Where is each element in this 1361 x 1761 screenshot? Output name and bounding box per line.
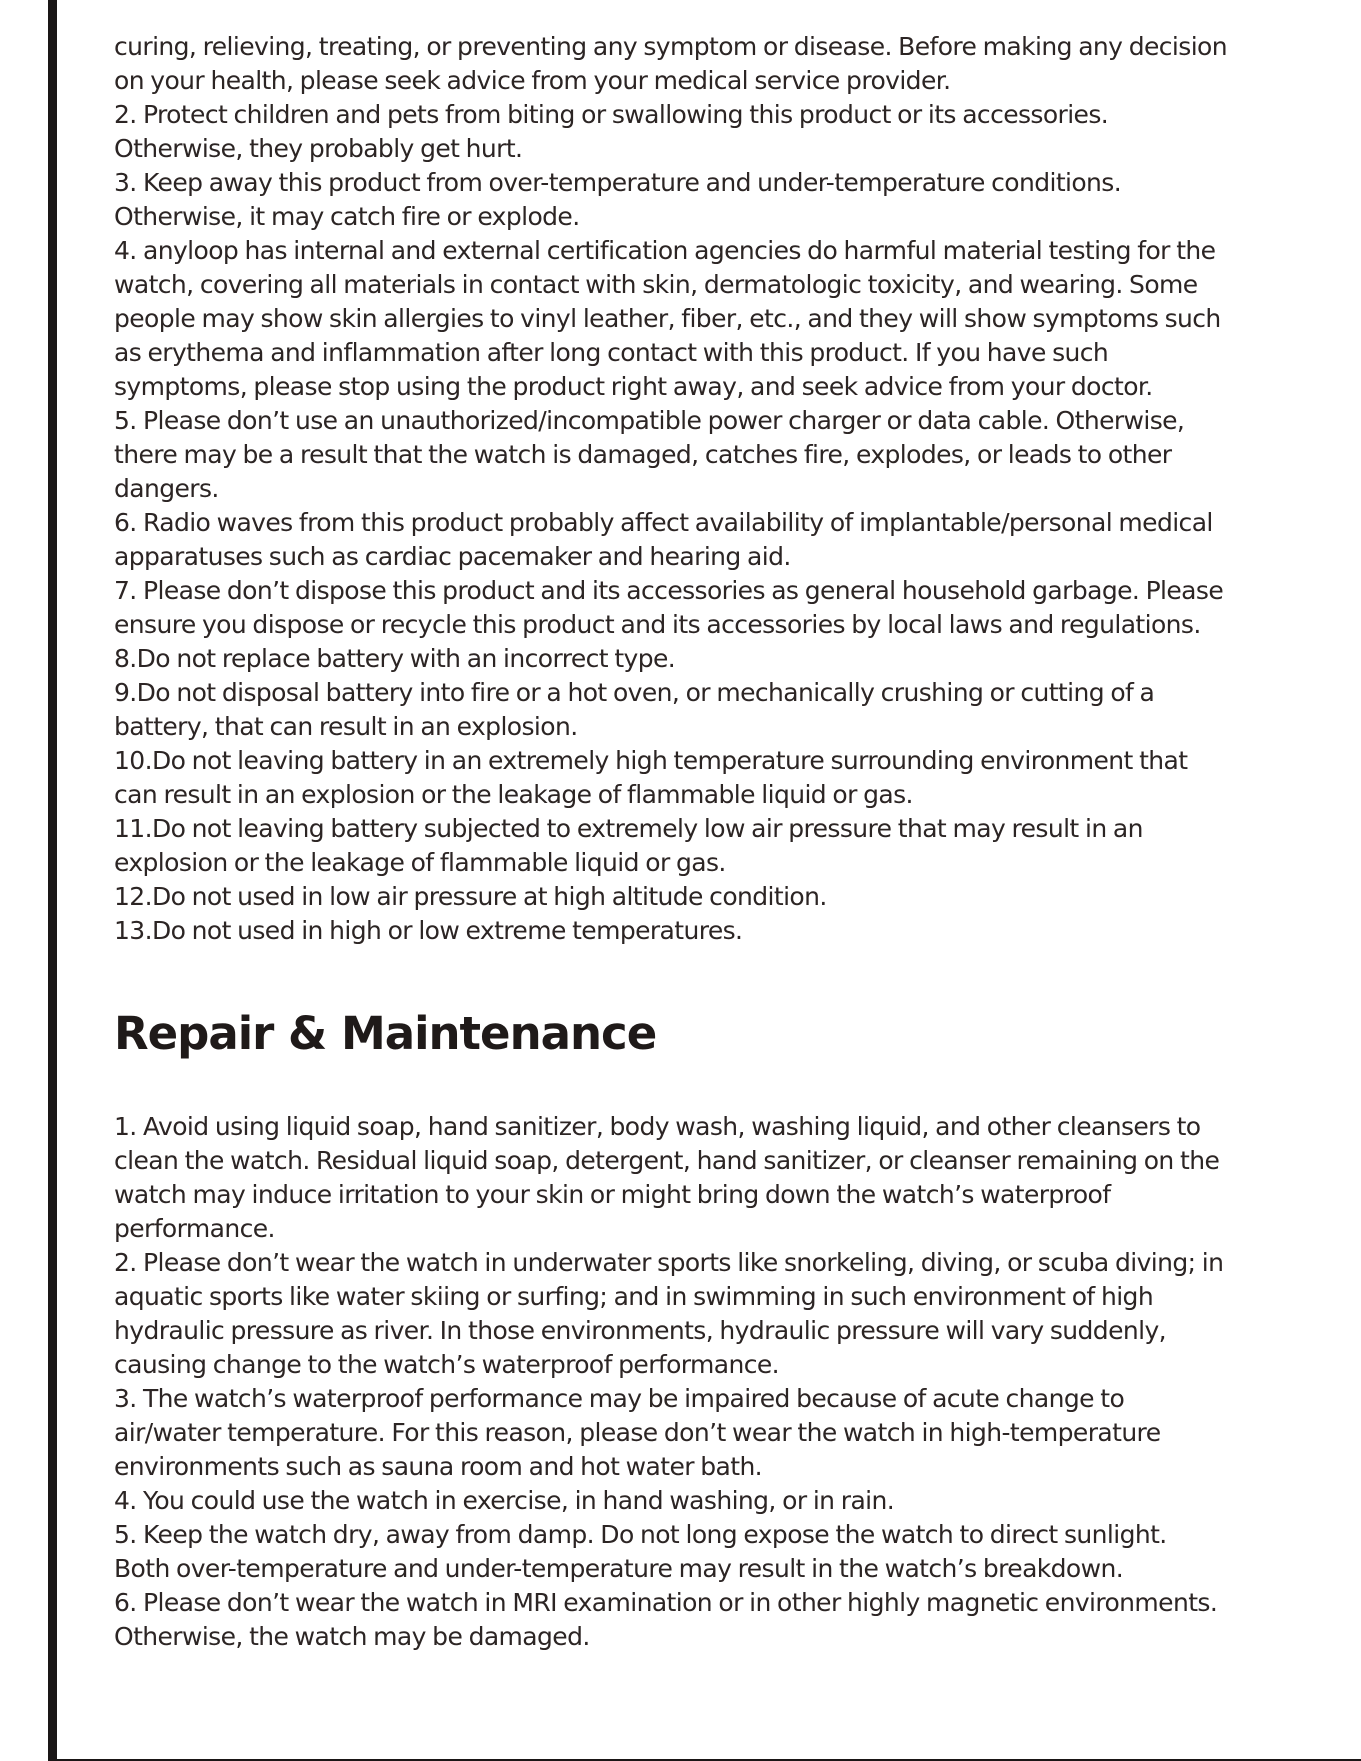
warning-line: 8.Do not replace battery with an incorrect type. (114, 644, 676, 673)
repair-line: clean the watch. Residual liquid soap, detergent, hand sanitizer, or cleanser remaining on the (114, 1146, 1220, 1175)
repair-line: watch may induce irritation to your skin or might bring down the watch’s waterproof (114, 1180, 1111, 1209)
warning-line: symptoms, please stop using the product right away, and seek advice from your doctor. (114, 372, 1153, 401)
repair-line: hydraulic pressure as river. In those environments, hydraulic pressure will vary suddenly, (114, 1316, 1166, 1345)
repair-line: 2. Please don’t wear the watch in underwater sports like snorkeling, diving, or scuba diving; in (114, 1248, 1224, 1277)
repair-line: performance. (114, 1214, 275, 1243)
warning-line: Otherwise, it may catch fire or explode. (114, 202, 580, 231)
repair-line: 3. The watch’s waterproof performance may be impaired because of acute change to (114, 1384, 1125, 1413)
warning-line: there may be a result that the watch is damaged, catches fire, explodes, or leads to other (114, 440, 1172, 469)
repair-line: causing change to the watch’s waterproof performance. (114, 1350, 780, 1379)
warning-line: 2. Protect children and pets from biting or swallowing this product or its accessories. (114, 100, 1109, 129)
warning-line: on your health, please seek advice from your medical service provider. (114, 66, 951, 95)
repair-line: 4. You could use the watch in exercise, in hand washing, or in rain. (114, 1486, 895, 1515)
warning-line: 7. Please don’t dispose this product and its accessories as general household garbage. Please (114, 576, 1224, 605)
repair-line: environments such as sauna room and hot water bath. (114, 1452, 763, 1481)
repair-line: Otherwise, the watch may be damaged. (114, 1622, 590, 1651)
warning-line: ensure you dispose or recycle this product and its accessories by local laws and regulations. (114, 610, 1201, 639)
warning-line: curing, relieving, treating, or preventing any symptom or disease. Before making any decision (114, 32, 1227, 61)
warning-line: people may show skin allergies to vinyl leather, fiber, etc., and they will show symptoms such (114, 304, 1221, 333)
warning-line: as erythema and inflammation after long contact with this product. If you have such (114, 338, 1109, 367)
repair-line: air/water temperature. For this reason, please don’t wear the watch in high-temperature (114, 1418, 1161, 1447)
warning-line: dangers. (114, 474, 219, 503)
warning-line: watch, covering all materials in contact with skin, dermatologic toxicity, and wearing. Some (114, 270, 1198, 299)
warning-line: 9.Do not disposal battery into fire or a hot oven, or mechanically crushing or cutting of a (114, 678, 1155, 707)
warning-line: 13.Do not used in high or low extreme temperatures. (114, 916, 743, 945)
warning-line: 11.Do not leaving battery subjected to extremely low air pressure that may result in an (114, 814, 1143, 843)
warning-line: 4. anyloop has internal and external certification agencies do harmful material testing for the (114, 236, 1216, 265)
left-margin-rule (48, 0, 57, 1761)
warning-line: 3. Keep away this product from over-temperature and under-temperature conditions. (114, 168, 1122, 197)
safety-warnings-list (114, 30, 1314, 948)
warning-line: 6. Radio waves from this product probably affect availability of implantable/personal medical (114, 508, 1213, 537)
warning-line: can result in an explosion or the leakage of flammable liquid or gas. (114, 780, 913, 809)
page-content (114, 30, 1314, 1654)
warning-line: 5. Please don’t use an unauthorized/incompatible power charger or data cable. Otherwise, (114, 406, 1185, 435)
warning-line: apparatuses such as cardiac pacemaker and hearing aid. (114, 542, 791, 571)
section-title-repair-maintenance: Repair & Maintenance (114, 1007, 657, 1060)
warning-line: 12.Do not used in low air pressure at high altitude condition. (114, 882, 827, 911)
repair-line: Both over-temperature and under-temperature may result in the watch’s breakdown. (114, 1554, 1124, 1583)
repair-maintenance-list (114, 1110, 1314, 1654)
repair-line: 1. Avoid using liquid soap, hand sanitizer, body wash, washing liquid, and other cleansers to (114, 1112, 1201, 1141)
repair-line: 6. Please don’t wear the watch in MRI examination or in other highly magnetic environments. (114, 1588, 1218, 1617)
repair-line: 5. Keep the watch dry, away from damp. Do not long expose the watch to direct sunlight. (114, 1520, 1167, 1549)
warning-line: explosion or the leakage of flammable liquid or gas. (114, 848, 726, 877)
warning-line: 10.Do not leaving battery in an extremely high temperature surrounding environment that (114, 746, 1188, 775)
repair-line: aquatic sports like water skiing or surfing; and in swimming in such environment of high (114, 1282, 1154, 1311)
warning-line: battery, that can result in an explosion. (114, 712, 578, 741)
warning-line: Otherwise, they probably get hurt. (114, 134, 523, 163)
